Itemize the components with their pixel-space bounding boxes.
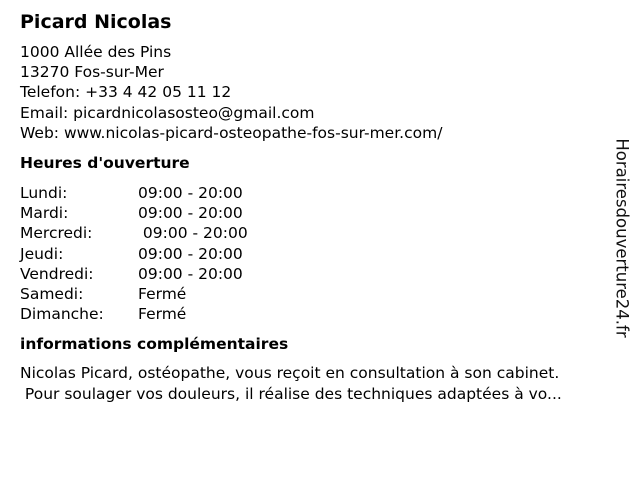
- time-value: Fermé: [138, 285, 187, 304]
- site-watermark: Horairesdouverture24.fr: [612, 138, 632, 338]
- business-card: [20, 10, 610, 404]
- phone-line: Telefon: +33 4 42 05 11 12: [20, 83, 232, 102]
- hours-row-thursday: [20, 244, 610, 264]
- description-line-2: Pour soulager vos douleurs, il réalise des techniques adaptées à vo...: [20, 384, 562, 403]
- web-line: Web: www.nicolas-picard-osteopathe-fos-sur-mer.com/: [20, 123, 443, 142]
- hours-table: [20, 183, 610, 324]
- day-label: Dimanche:: [20, 305, 104, 324]
- day-label: Jeudi:: [20, 244, 64, 263]
- hours-row-saturday: [20, 284, 610, 304]
- extra-info-title: informations complémentaires: [20, 335, 289, 354]
- hours-row-tuesday: [20, 203, 610, 223]
- day-label: Mercredi:: [20, 224, 93, 243]
- business-name: Picard Nicolas: [20, 11, 172, 33]
- time-value: 09:00 - 20:00: [138, 244, 243, 263]
- day-label: Vendredi:: [20, 264, 94, 283]
- time-value: 09:00 - 20:00: [138, 204, 243, 223]
- description-line-1: Nicolas Picard, ostéopathe, vous reçoit en consultation à son cabinet.: [20, 364, 560, 383]
- hours-row-sunday: [20, 304, 610, 324]
- day-label: Samedi:: [20, 285, 84, 304]
- day-label: Lundi:: [20, 184, 68, 203]
- hours-row-monday: [20, 183, 610, 203]
- hours-title: Heures d'ouverture: [20, 154, 190, 173]
- hours-row-friday: [20, 264, 610, 284]
- contact-block: [20, 42, 610, 143]
- hours-row-wednesday: [20, 223, 610, 243]
- address-street: 1000 Allée des Pins: [20, 43, 172, 61]
- time-value: 09:00 - 20:00: [138, 184, 243, 203]
- address-city: 13270 Fos-sur-Mer: [20, 63, 164, 82]
- email-line: Email: picardnicolasosteo@gmail.com: [20, 103, 315, 122]
- time-value: 09:00 - 20:00: [138, 264, 243, 283]
- time-value: 09:00 - 20:00: [138, 224, 248, 243]
- day-label: Mardi:: [20, 204, 69, 223]
- time-value: Fermé: [138, 305, 187, 324]
